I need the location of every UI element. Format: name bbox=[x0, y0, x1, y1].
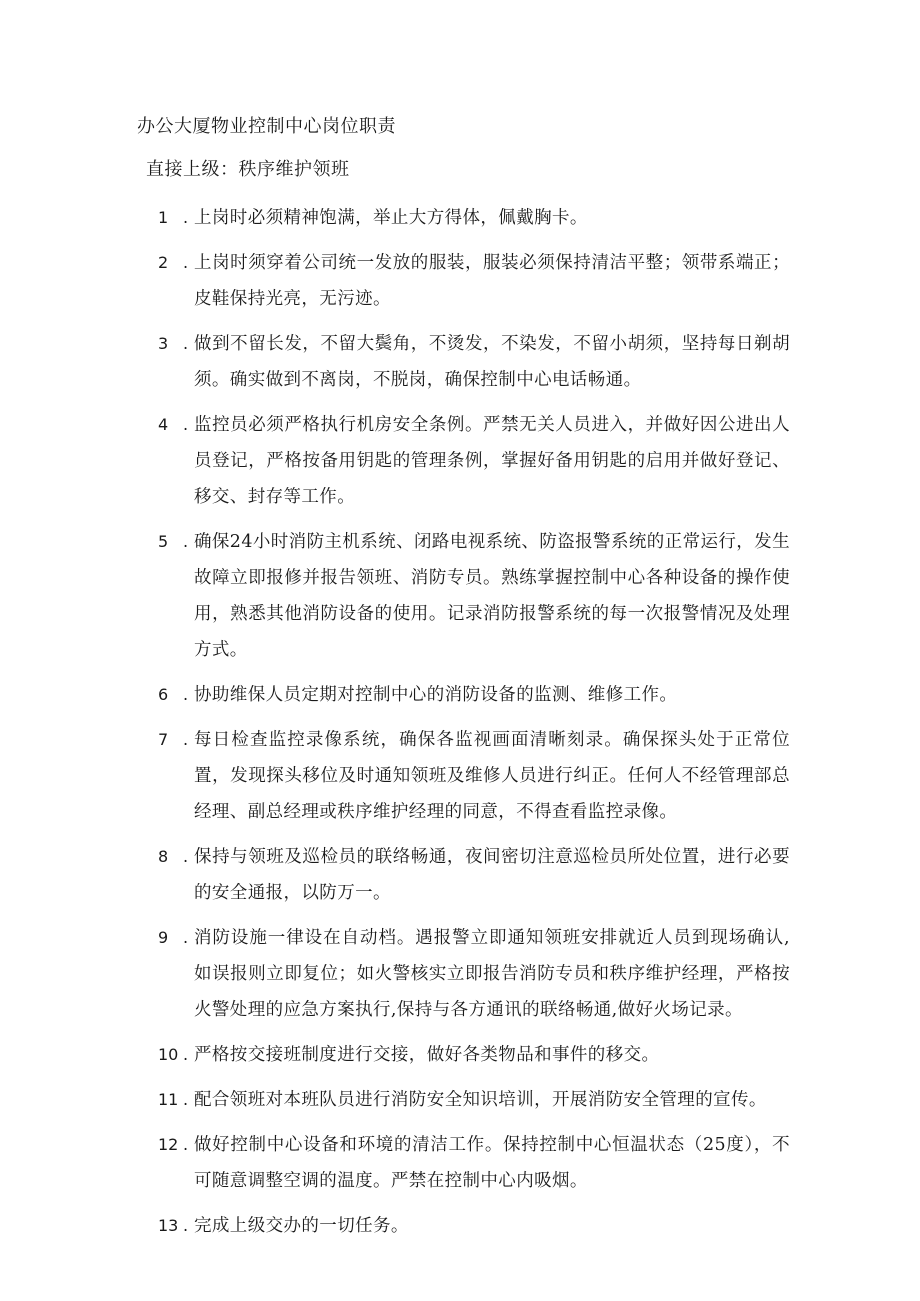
duty-text: 完成上级交办的一切任务。 bbox=[194, 1216, 409, 1236]
duty-item bbox=[0, 839, 790, 911]
duty-separator: . bbox=[183, 1045, 189, 1064]
duty-separator: . bbox=[183, 532, 189, 551]
duty-separator: . bbox=[183, 415, 189, 434]
duty-text: 协助维保人员定期对控制中心的消防设备的监测、维修工作。 bbox=[194, 685, 678, 705]
duty-number: 10 bbox=[158, 1045, 179, 1064]
duty-text: 保持与领班及巡检员的联络畅通，夜间密切注意巡检员所处位置，进行必要的安全通报，以防万一。 bbox=[194, 847, 790, 903]
duty-item bbox=[0, 524, 790, 668]
duty-item bbox=[0, 200, 790, 236]
duty-text: 上岗时须穿着公司统一发放的服装，服装必须保持清洁平整；领带系端正；皮鞋保持光亮，无污迹。 bbox=[194, 253, 790, 309]
duty-item bbox=[0, 1082, 790, 1118]
duty-number: 5 bbox=[158, 532, 169, 551]
duty-item bbox=[0, 245, 790, 317]
duty-separator: . bbox=[183, 685, 189, 704]
duty-item bbox=[0, 920, 790, 1028]
duty-text: 做到不留长发，不留大鬓角，不烫发，不染发，不留小胡须，坚持每日剃胡须。确实做到不离岗，不脱岗，确保控制中心电话畅通。 bbox=[194, 334, 790, 390]
duty-text: 监控员必须严格执行机房安全条例。严禁无关人员进入，并做好因公进出人员登记，严格按备用钥匙的管理条例，掌握好备用钥匙的启用并做好登记、移交、封存等工作。 bbox=[194, 415, 790, 507]
document-title: 办公大厦物业控制中心岗位职责 bbox=[137, 116, 396, 137]
duty-number: 4 bbox=[158, 415, 169, 434]
duty-separator: . bbox=[183, 253, 189, 272]
duty-number: 11 bbox=[158, 1090, 179, 1109]
duty-number: 6 bbox=[158, 685, 169, 704]
duty-number: 12 bbox=[158, 1135, 179, 1154]
duty-separator: . bbox=[183, 1135, 189, 1154]
duty-number: 9 bbox=[158, 928, 169, 947]
duty-text: 上岗时必须精神饱满，举止大方得体，佩戴胸卡。 bbox=[194, 208, 588, 228]
duty-item bbox=[0, 1127, 790, 1199]
duty-number: 2 bbox=[158, 253, 169, 272]
direct-supervisor: 直接上级：秩序维护领班 bbox=[146, 159, 350, 180]
duty-separator: . bbox=[183, 334, 189, 353]
duty-number: 3 bbox=[158, 334, 169, 353]
duty-text: 确保24小时消防主机系统、闭路电视系统、防盗报警系统的正常运行，发生故障立即报修并报告领班、消防专员。熟练掌握控制中心各种设备的操作使用，熟悉其他消防设备的使用。记录消防报警系统的每一次报警情况及处理方式。 bbox=[194, 532, 790, 660]
duty-item bbox=[0, 677, 790, 713]
duty-separator: . bbox=[183, 847, 189, 866]
duty-text: 做好控制中心设备和环境的清洁工作。保持控制中心恒温状态（25度），不可随意调整空调的温度。严禁在控制中心内吸烟。 bbox=[194, 1135, 790, 1191]
duty-text: 每日检查监控录像系统，确保各监视画面清晰刻录。确保探头处于正常位置，发现探头移位及时通知领班及维修人员进行纠正。任何人不经管理部总经理、副总经理或秩序维护经理的同意，不得查看监控录像。 bbox=[194, 730, 790, 822]
duty-number: 1 bbox=[158, 208, 169, 227]
duty-text: 消防设施一律设在自动档。遇报警立即通知领班安排就近人员到现场确认,如误报则立即复位；如火警核实立即报告消防专员和秩序维护经理，严格按火警处理的应急方案执行,保持与各方通讯的联络畅通,做好火场记录。 bbox=[194, 928, 790, 1020]
duty-item bbox=[0, 407, 790, 515]
duty-text: 严格按交接班制度进行交接，做好各类物品和事件的移交。 bbox=[194, 1045, 660, 1065]
duty-separator: . bbox=[183, 1216, 189, 1235]
duty-number: 13 bbox=[158, 1216, 179, 1235]
duty-separator: . bbox=[183, 208, 189, 227]
duty-item bbox=[0, 1208, 790, 1244]
duty-number: 7 bbox=[158, 730, 169, 749]
duty-separator: . bbox=[183, 1090, 189, 1109]
duty-item bbox=[0, 326, 790, 398]
duty-list bbox=[0, 200, 920, 1253]
duty-separator: . bbox=[183, 928, 189, 947]
duty-item bbox=[0, 1037, 790, 1073]
duty-separator: . bbox=[183, 730, 189, 749]
duty-text: 配合领班对本班队员进行消防安全知识培训，开展消防安全管理的宣传。 bbox=[194, 1090, 767, 1110]
duty-item bbox=[0, 722, 790, 830]
duty-number: 8 bbox=[158, 847, 169, 866]
